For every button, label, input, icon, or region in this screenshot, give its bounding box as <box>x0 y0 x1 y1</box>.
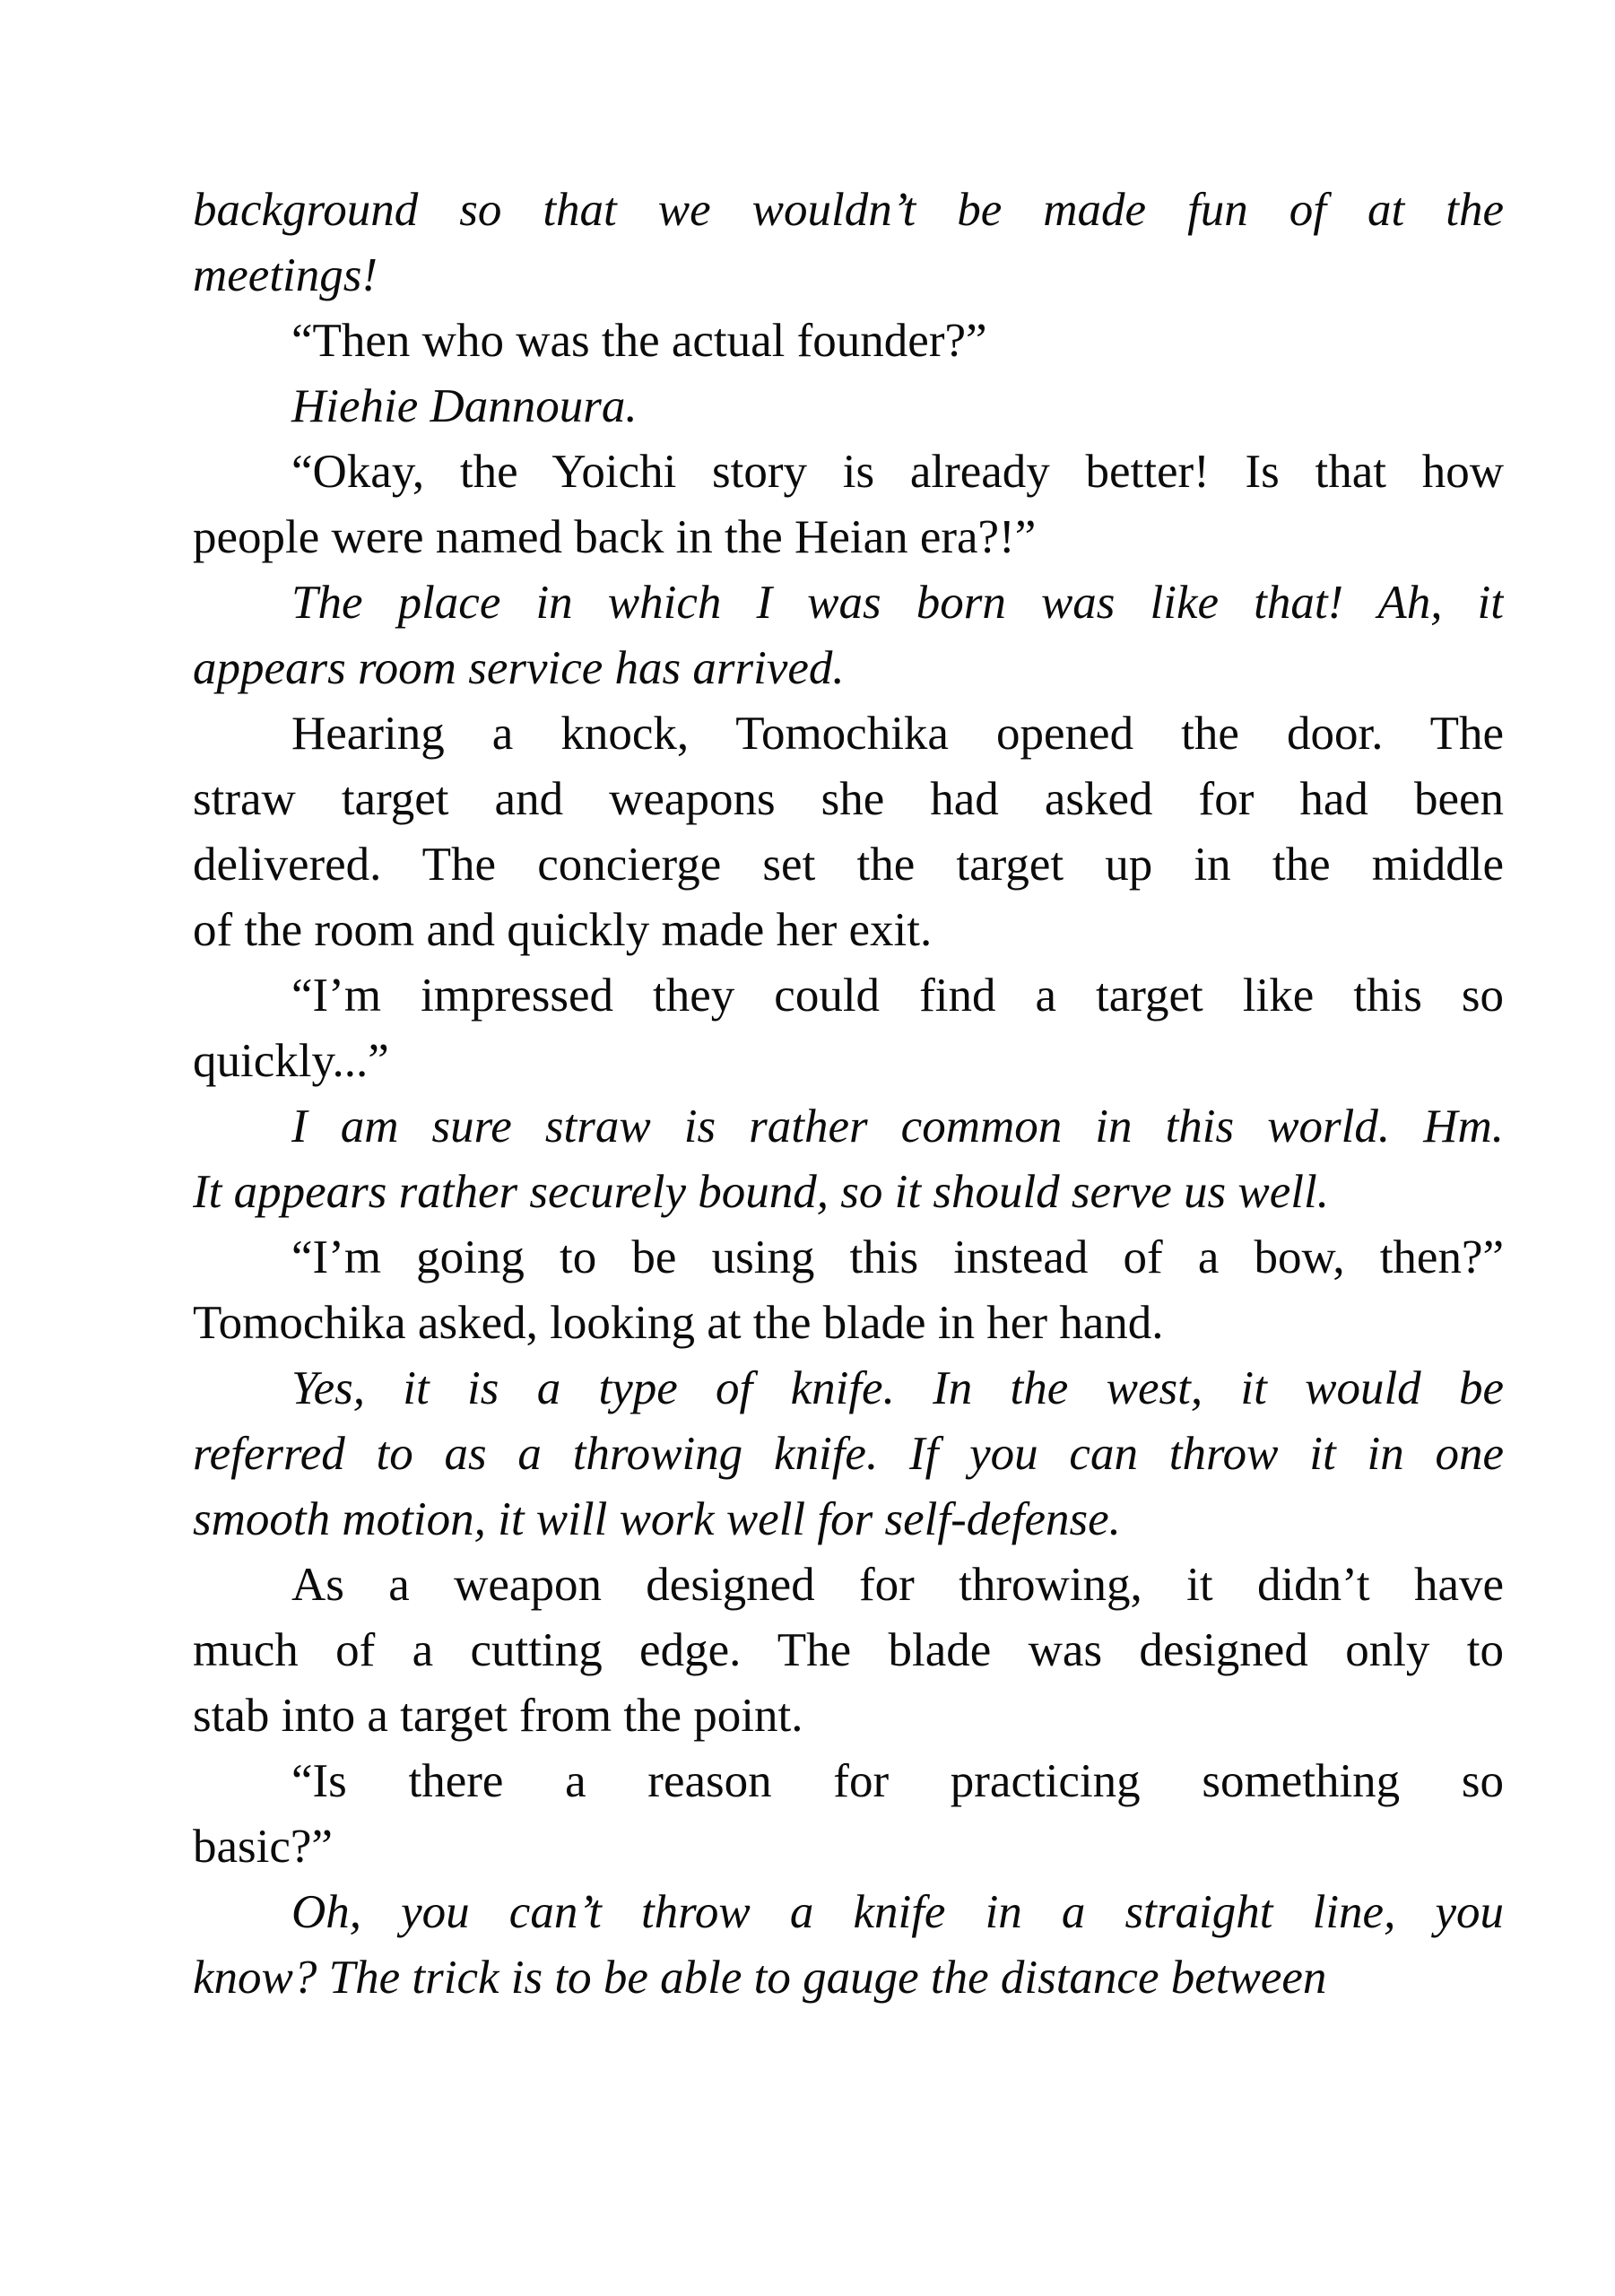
text-line: Oh, you can’t throw a knife in a straight line, you <box>291 1886 1504 1938</box>
text-line: “Then who was the actual founder?” <box>291 315 987 367</box>
text-line: As a weapon designed for throwing, it didn’t have <box>291 1559 1504 1611</box>
text-line: It appears rather securely bound, so it should serve us well. <box>193 1166 1329 1218</box>
paragraph <box>193 309 1504 374</box>
paragraph <box>193 1225 1504 1356</box>
paragraph <box>193 570 1504 701</box>
paragraph <box>193 439 1504 570</box>
paragraph <box>193 178 1504 309</box>
text-line: of the room and quickly made her exit. <box>193 904 933 956</box>
paragraph <box>193 701 1504 963</box>
text-line: I am sure straw is rather common in this world. Hm. <box>291 1100 1504 1152</box>
text-line: “Okay, the Yoichi story is already better! Is that how <box>291 446 1504 498</box>
text-line: delivered. The concierge set the target up in the middle <box>193 839 1504 891</box>
paragraph <box>193 1094 1504 1225</box>
text-line: Hearing a knock, Tomochika opened the door. The <box>291 708 1504 760</box>
text-line: people were named back in the Heian era?!” <box>193 511 1037 563</box>
text-line: smooth motion, it will work well for self-defense. <box>193 1493 1121 1545</box>
text-line: “Is there a reason for practicing something so <box>291 1755 1504 1807</box>
text-line: “I’m impressed they could find a target like this so <box>291 970 1504 1022</box>
text-line: “I’m going to be using this instead of a bow, then?” <box>291 1231 1504 1283</box>
page-text-block <box>193 178 1504 2011</box>
paragraph <box>193 1356 1504 1552</box>
text-line: much of a cutting edge. The blade was designed only to <box>193 1624 1504 1676</box>
text-line: quickly...” <box>193 1035 389 1087</box>
paragraph <box>193 1749 1504 1880</box>
paragraph <box>193 1880 1504 2011</box>
paragraph <box>193 1552 1504 1749</box>
text-line: know? The trick is to be able to gauge the distance between <box>193 1952 1327 2004</box>
text-line: The place in which I was born was like that! Ah, it <box>291 577 1504 629</box>
text-line: Yes, it is a type of knife. In the west, it would be <box>291 1362 1504 1414</box>
text-line: Hiehie Dannoura. <box>291 380 638 432</box>
text-line: basic?” <box>193 1821 333 1873</box>
paragraph <box>193 374 1504 439</box>
text-line: background so that we wouldn’t be made fun of at the <box>193 184 1504 236</box>
text-line: referred to as a throwing knife. If you can throw it in one <box>193 1428 1504 1480</box>
text-line: Tomochika asked, looking at the blade in her hand. <box>193 1297 1164 1349</box>
text-line: appears room service has arrived. <box>193 642 845 694</box>
text-line: meetings! <box>193 249 378 301</box>
text-line: stab into a target from the point. <box>193 1690 803 1742</box>
paragraph <box>193 963 1504 1094</box>
text-line: straw target and weapons she had asked for had been <box>193 773 1504 825</box>
